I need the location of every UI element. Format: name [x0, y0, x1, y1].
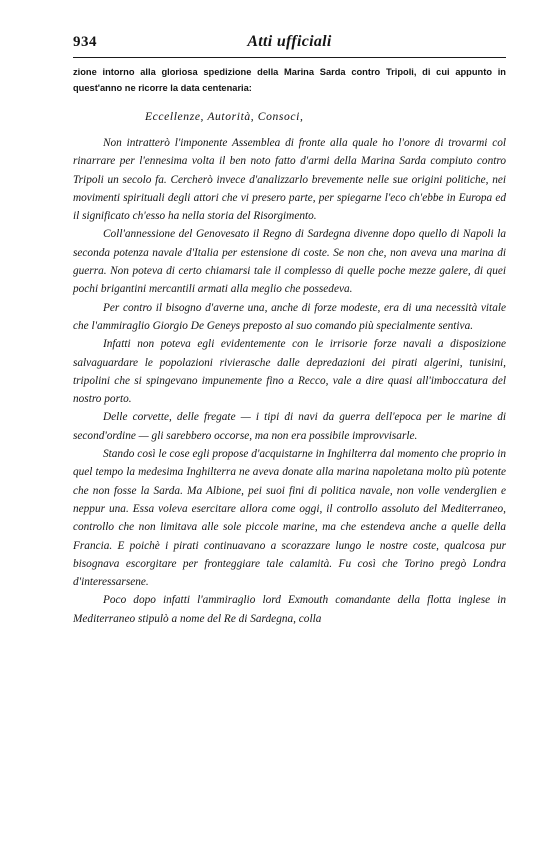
paragraph: Per contro il bisogno d'averne una, anche di forze modeste, era di una necessità vitale che l'ammiraglio Giorgio De Geneys preposto al suo comando più specialmente sentiva.: [73, 301, 506, 332]
paragraph: Non intratterò l'imponente Assemblea di fronte alla quale ho l'onore di trovarmi col rinarrare per l'ennesima volta il ben noto fatto d'armi della Marina Sarda compiuto contro Tripoli un secolo fa. Cercherò invece d'analizzarlo brevemente nelle sue origini politiche, nei movimenti spirituali degli attori che vi presero parte, per spiegarne l'eco ch'ebbe in Europa ed il significato ch'esso ha nella storia del Risorgimento.: [73, 137, 506, 223]
paragraph: Infatti non poteva egli evidentemente con le irrisorie forze navali a disposizione salvaguardare le popolazioni rivierasche dalle depredazioni dei pirati algerini, tunisini, tripolini che si spingevano impunemente fino a Recco, vale a dire quasi all'imboccatura del nostro porto.: [73, 338, 506, 406]
body-text: [73, 134, 506, 628]
header-rule: [73, 57, 506, 58]
paragraph: Poco dopo infatti l'ammiraglio lord Exmouth comandante della flotta inglese in Mediterraneo stipulò a nome del Re di Sardegna, colla: [73, 594, 506, 625]
salutation: Eccellenze, Autorità, Consoci,: [145, 110, 304, 123]
paragraph: Delle corvette, delle fregate — i tipi di navi da guerra dell'epoca per le marine di second'ordine — gli sarebbero occorse, ma non era possibile improvvisarle.: [73, 411, 506, 442]
page-number: 934: [73, 34, 97, 50]
paragraph: Coll'annessione del Genovesato il Regno di Sardegna divenne dopo quello di Napoli la seconda potenza navale d'Italia per estensione di coste. Se non che, non aveva una marina di guerra. Non poteva di certo chiamarsi tale il complesso di quelle poche mezze galere, di quei pochi brigantini mercantili armati alla meglio che possedeva.: [73, 228, 506, 296]
continuation-text: zione intorno alla gloriosa spedizione della Marina Sarda contro Tripoli, di cui appunto in quest'anno ne ricorre la data centenaria:: [73, 67, 506, 93]
paragraph: Stando così le cose egli propose d'acquistarne in Inghilterra dal momento che proprio in quel tempo la medesima Inghilterra ne aveva donate alla marina napoletana molto più potente che non fosse la Sarda. Ma Albione, pei suoi fini di politica navale, non volle venderglien e neppur una. Essa voleva esercitare allora come oggi, il controllo assoluto del Mediterraneo, controllo che non limitava alle sole piccole marine, ma che estendeva anche a quelle della Francia. E poichè i pirati continuavano a scorazzare lungo le nostre coste, qualcosa pur bisognava escorgitare per fronteggiare tale calamità. Fu così che Torino pregò Londra d'interessarsene.: [73, 448, 506, 589]
page-header: [73, 34, 506, 54]
running-title: Atti ufficiali: [247, 33, 332, 50]
